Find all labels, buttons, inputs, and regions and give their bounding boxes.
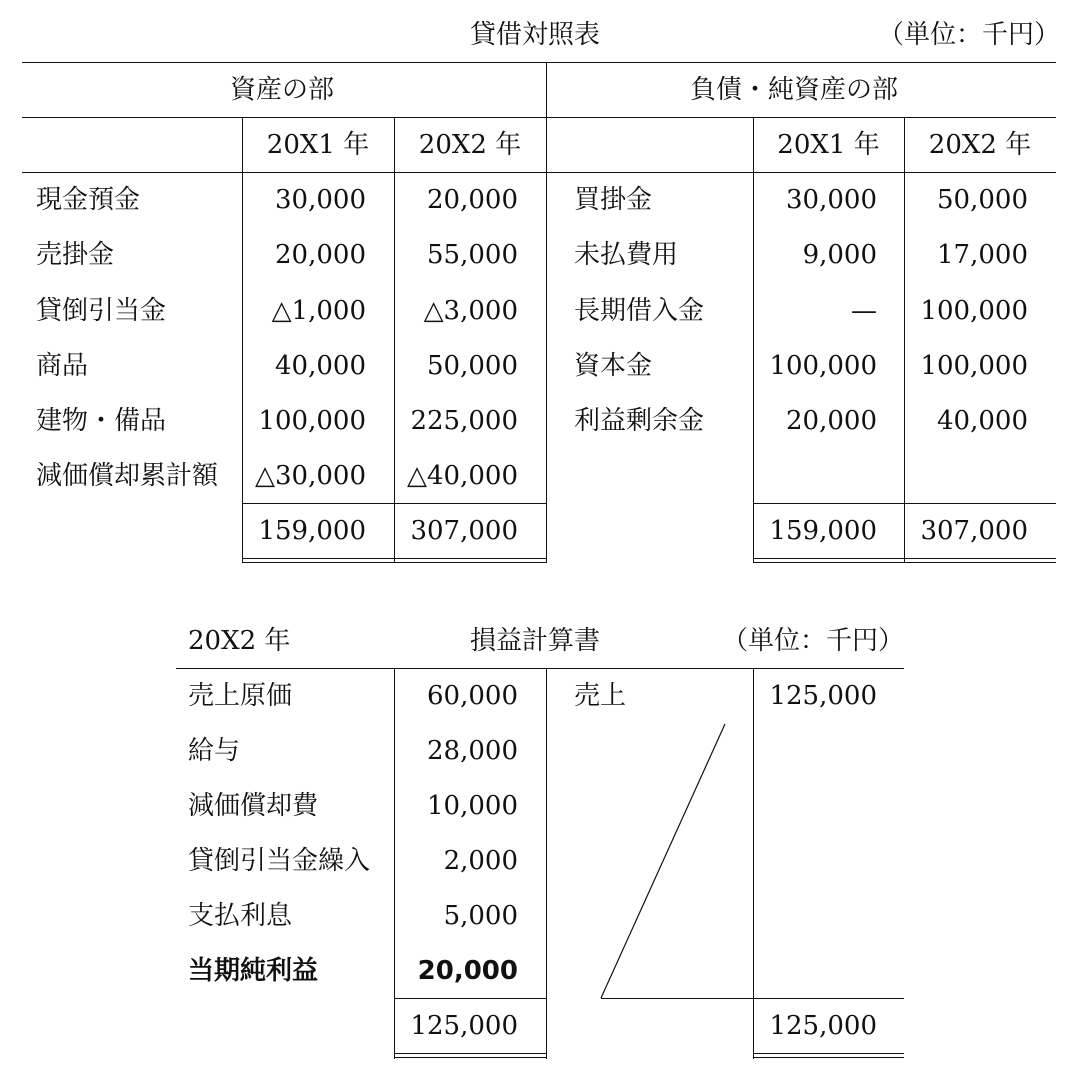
liability-y1: 20,000 [786, 406, 877, 436]
net-income-label: 当期純利益 [188, 956, 319, 986]
assets-year2-header: 20X2 年 [418, 130, 522, 160]
asset-y1: △30,000 [255, 461, 366, 491]
liability-y1: — [851, 296, 877, 326]
expense-value: 60,000 [427, 681, 518, 711]
liability-label: 資本金 [574, 351, 653, 381]
asset-y2: 225,000 [410, 406, 518, 436]
asset-label: 減価償却累計額 [36, 461, 219, 491]
asset-y2: △40,000 [407, 461, 518, 491]
asset-y1: 20,000 [275, 240, 366, 270]
liability-label: 長期借入金 [574, 296, 705, 326]
asset-label: 建物・備品 [36, 406, 167, 436]
asset-label: 貸倒引当金 [36, 296, 167, 326]
asset-label: 商品 [36, 351, 89, 381]
assets-total-y1: 159,000 [258, 516, 366, 546]
net-income-value: 20,000 [417, 956, 518, 986]
debit-total: 125,000 [410, 1011, 518, 1041]
credit-total: 125,000 [769, 1011, 877, 1041]
liabilities-total-y1: 159,000 [769, 516, 877, 546]
liability-label: 利益剰余金 [574, 406, 705, 436]
liability-y2: 100,000 [920, 351, 1028, 381]
liab-year1-header: 20X1 年 [777, 130, 880, 160]
assets-total-y2: 307,000 [410, 516, 518, 546]
expense-value: 5,000 [443, 901, 518, 931]
expense-label: 給与 [188, 736, 241, 766]
asset-y1: 100,000 [258, 406, 366, 436]
liability-label: 未払費用 [574, 240, 679, 270]
expense-label: 減価償却費 [188, 791, 319, 821]
assets-year1-header: 20X1 年 [266, 130, 370, 160]
liability-y2: 40,000 [937, 406, 1028, 436]
expense-value: 28,000 [427, 736, 518, 766]
asset-label: 売掛金 [36, 240, 115, 270]
liability-y2: 50,000 [937, 185, 1028, 215]
asset-y2: 20,000 [427, 185, 518, 215]
liability-label: 買掛金 [574, 185, 653, 215]
asset-y2: △3,000 [423, 296, 518, 326]
expense-value: 10,000 [427, 791, 518, 821]
liability-y1: 9,000 [802, 240, 877, 270]
expense-label: 支払利息 [188, 901, 293, 931]
asset-y1: △1,000 [271, 296, 366, 326]
liability-y2: 100,000 [920, 296, 1028, 326]
liabilities-total-y2: 307,000 [920, 516, 1028, 546]
asset-y1: 30,000 [275, 185, 366, 215]
balance-sheet-unit: （単位：千円） [877, 20, 1060, 50]
income-statement-title: 損益計算書 [470, 626, 601, 656]
revenue-label: 売上 [574, 681, 627, 711]
liability-y1: 100,000 [769, 351, 877, 381]
assets-header: 資産の部 [230, 75, 335, 105]
expense-label: 貸倒引当金繰入 [188, 846, 371, 876]
income-statement-unit: （単位：千円） [721, 626, 904, 656]
asset-y1: 40,000 [275, 351, 366, 381]
revenue-value: 125,000 [769, 681, 877, 711]
asset-y2: 50,000 [427, 351, 518, 381]
expense-value: 2,000 [443, 846, 518, 876]
liability-y1: 30,000 [786, 185, 877, 215]
asset-label: 現金預金 [36, 185, 141, 215]
liab-year2-header: 20X2 年 [928, 130, 1032, 160]
expense-label: 売上原価 [188, 681, 293, 711]
liabilities-header: 負債・純資産の部 [690, 75, 899, 105]
balance-sheet-title: 貸借対照表 [470, 20, 601, 50]
asset-y2: 55,000 [427, 240, 518, 270]
liability-y2: 17,000 [937, 240, 1028, 270]
income-statement-year: 20X2 年 [188, 626, 291, 656]
